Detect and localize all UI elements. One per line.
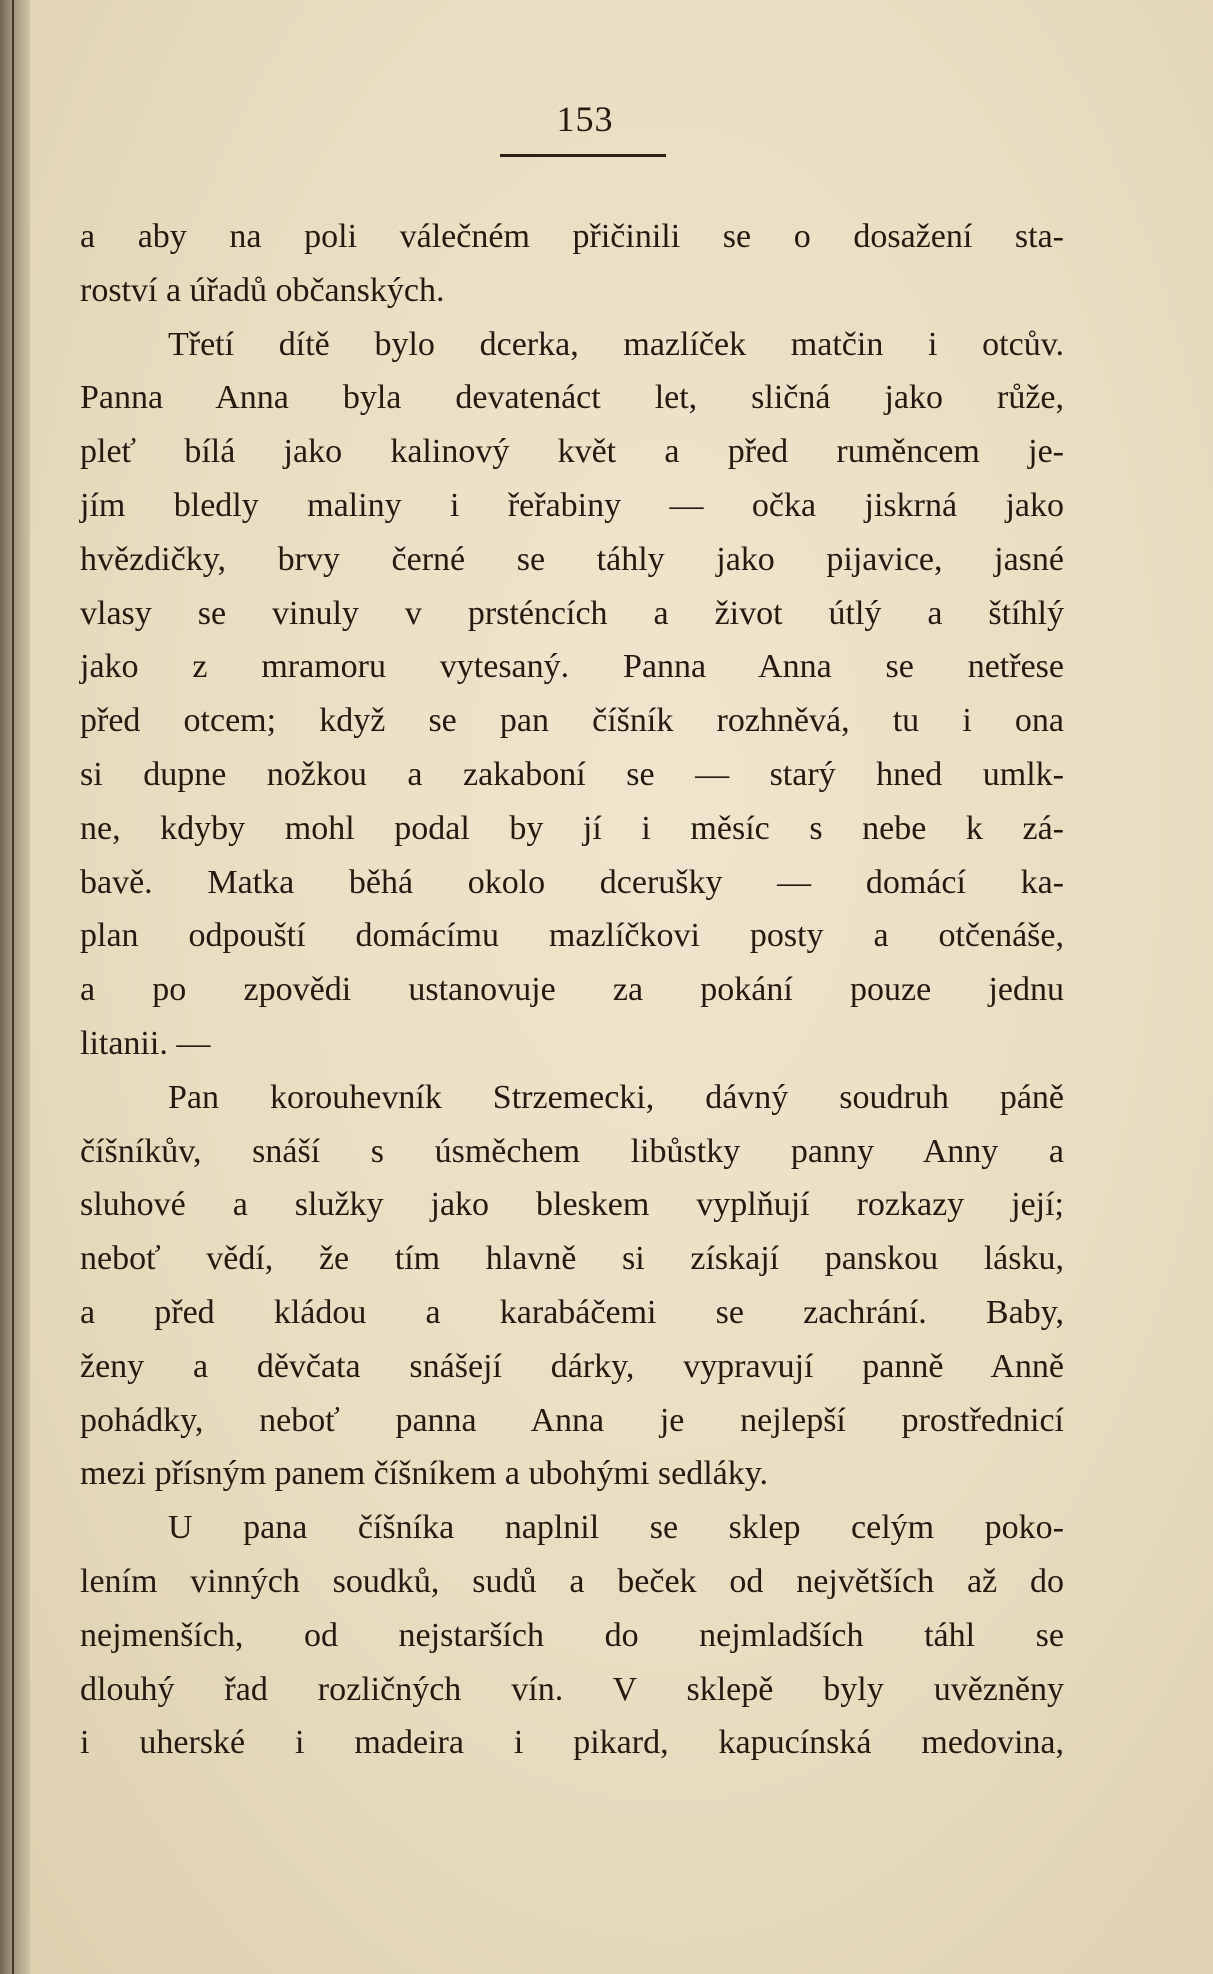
text-line: a po zpovědi ustanovuje za pokání pouze jednu xyxy=(80,971,1064,1009)
text-line: dlouhý řad rozličných vín. V sklepě byly uvězněny xyxy=(80,1670,1064,1708)
text-line: neboť vědí, že tím hlavně si získají panskou lásku, xyxy=(80,1240,1064,1278)
text-line: jím bledly maliny i řeřabiny — očka jiskrná jako xyxy=(80,486,1064,524)
text-line: číšníkův, snáší s úsměchem libůstky panny Anny a xyxy=(80,1132,1064,1170)
text-line: si dupne nožkou a zakaboní se — starý hned umlk- xyxy=(80,755,1064,793)
text-line: Panna Anna byla devatenáct let, sličná jako růže, xyxy=(80,379,1064,417)
text-line: hvězdičky, brvy černé se táhly jako pijavice, jasné xyxy=(80,540,1064,578)
text-line: pleť bílá jako kalinový květ a před ruměncem je- xyxy=(80,433,1064,471)
text-line: litanii. — xyxy=(80,1024,211,1062)
text-line: vlasy se vinuly v prsténcích a život útlý a štíhlý xyxy=(80,594,1064,632)
page-number: 153 xyxy=(556,99,614,139)
text-line: pohádky, neboť panna Anna je nejlepší prostřednicí xyxy=(80,1401,1064,1439)
text-line: i uherské i madeira i pikard, kapucínská medovina, xyxy=(80,1724,1064,1762)
text-line: lením vinných soudků, sudů a beček od největších až do xyxy=(80,1562,1064,1600)
text-line: Třetí dítě bylo dcerka, mazlíček matčin i otcův. xyxy=(168,325,1064,363)
text-line: ne, kdyby mohl podal by jí i měsíc s nebe k zá- xyxy=(80,809,1064,847)
text-line: Pan korouhevník Strzemecki, dávný soudruh páně xyxy=(168,1078,1064,1116)
page-number-rule xyxy=(500,154,666,157)
text-line: mezi přísným panem číšníkem a ubohými sedláky. xyxy=(80,1455,769,1493)
text-line: plan odpouští domácímu mazlíčkovi posty a otčenáše, xyxy=(80,917,1064,955)
text-line: roství a úřadů občanských. xyxy=(80,271,445,309)
text-line: bavě. Matka běhá okolo dcerušky — domácí ka- xyxy=(80,863,1064,901)
text-line: U pana číšníka naplnil se sklep celým poko- xyxy=(168,1509,1064,1547)
text-line: ženy a děvčata snášejí dárky, vypravují panně Anně xyxy=(80,1347,1064,1385)
body-text xyxy=(80,210,1064,1770)
book-binding-edge xyxy=(0,0,30,1974)
text-line: sluhové a služky jako bleskem vyplňují rozkazy její; xyxy=(80,1186,1064,1224)
text-line: jako z mramoru vytesaný. Panna Anna se netřese xyxy=(80,648,1064,686)
text-line: před otcem; když se pan číšník rozhněvá, tu i ona xyxy=(80,702,1064,740)
text-line: a aby na poli válečném přičinili se o dosažení sta- xyxy=(80,218,1064,255)
text-line: nejmenších, od nejstarších do nejmladších táhl se xyxy=(80,1616,1064,1654)
text-line: a před kládou a karabáčemi se zachrání. Baby, xyxy=(80,1293,1064,1331)
binding-line xyxy=(12,0,14,1974)
